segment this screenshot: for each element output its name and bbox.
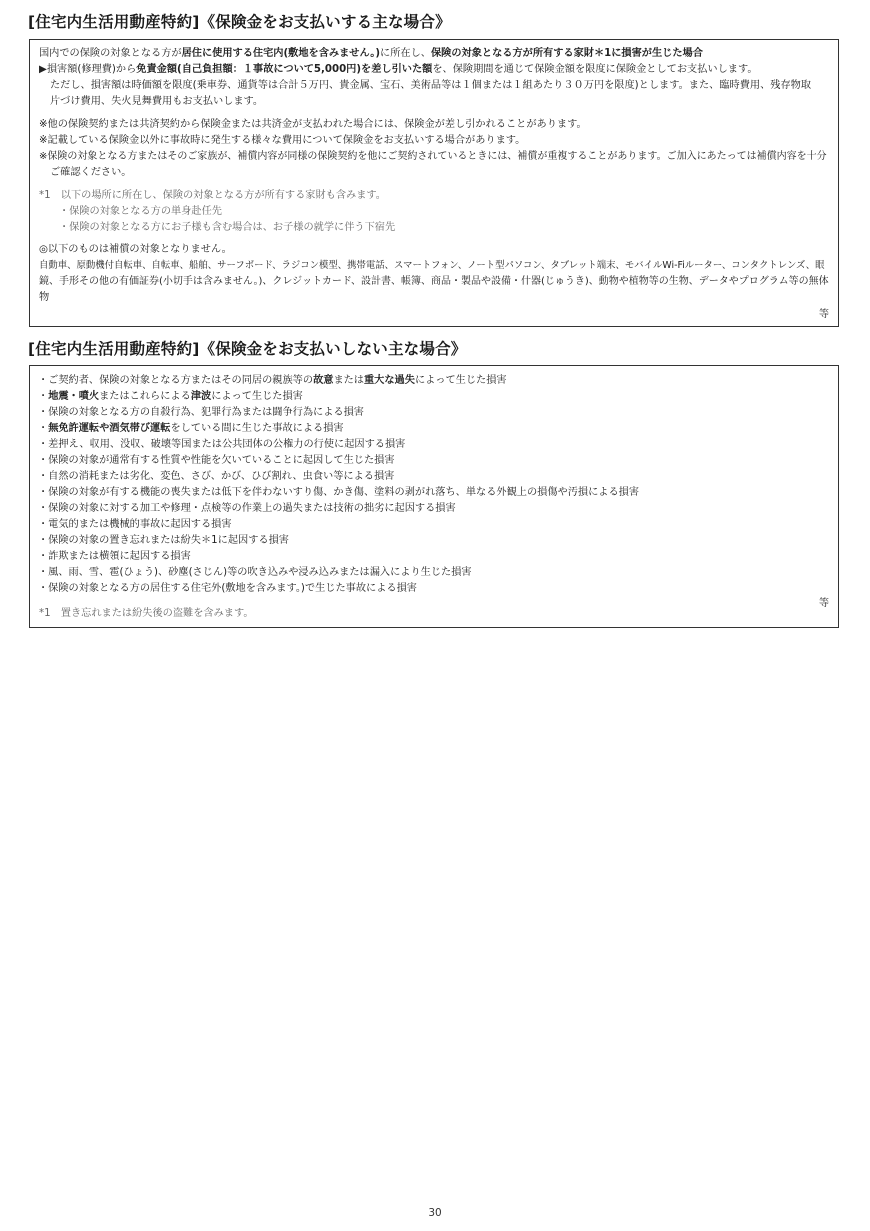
not-covered-item: ・差押え、収用、没収、破壊等国または公共団体の公権力の行使に起因する損害 (38, 439, 406, 450)
not-covered-section-title: [住宅内生活用動産特約]《保険金をお支払いしない主な場合》 (28, 340, 467, 358)
not-covered-item: ・保険の対象となる方の自殺行為、犯罪行為または闘争行為による損害 (38, 407, 364, 418)
covered-box (29, 39, 839, 327)
not-covered-item: ・地震・噴火またはこれらによる津波によって生じた損害 (38, 391, 303, 402)
covered-note-3-line1: ※保険の対象となる方またはそのご家族が、補償内容が同様の保険契約を他にご契約されているときには、補償が重複することがあります。ご加入にあたっては補償内容を十分 (39, 151, 827, 162)
excluded-items-line3: 物 (39, 292, 50, 303)
covered-etc-label: 等 (818, 309, 829, 320)
not-covered-item: ・電気的または機械的事故に起因する損害 (38, 519, 232, 530)
not-covered-item: ・ご契約者、保険の対象となる方またはその同居の親族等の故意または重大な過失によって生じた損害 (38, 375, 507, 386)
covered-footnote-head: *1 以下の場所に所在し、保険の対象となる方が所有する家財も含みます。 (39, 190, 386, 201)
covered-footnote-item-2: ・保険の対象となる方にお子様も含む場合は、お子様の就学に伴う下宿先 (59, 222, 396, 233)
covered-main-condition: 国内での保険の対象となる方が居住に使用する住宅内(敷地を含みません。)に所在し、保険の対象となる方が所有する家財＊1に損害が生じた場合 (39, 48, 703, 59)
not-covered-item: ・保険の対象の置き忘れまたは紛失＊1に起因する損害 (38, 535, 289, 546)
covered-note-1: ※他の保険契約または共済契約から保険金または共済金が支払われた場合には、保険金が差し引かれることがあります。 (39, 119, 587, 130)
excluded-items-line2: 鏡、手形その他の有価証券(小切手は含みません。)、クレジットカード、設計書、帳簿、商品・製品や設備・什器(じゅうき)、動物や植物等の生物、データやプログラム等の無体 (39, 276, 829, 287)
covered-section-title: [住宅内生活用動産特約]《保険金をお支払いする主な場合》 (28, 13, 451, 31)
not-covered-item: ・自然の消耗または劣化、変色、さび、かび、ひび割れ、虫食い等による損害 (38, 471, 395, 482)
not-covered-item: ・保険の対象が通常有する性質や性能を欠いていることに起因して生じた損害 (38, 455, 395, 466)
covered-note-2: ※記載している保険金以外に事故時に発生する様々な費用について保険金をお支払いする場合があります。 (39, 135, 526, 146)
not-covered-item: ・詐欺または横領に起因する損害 (38, 551, 191, 562)
not-covered-etc-label: 等 (818, 598, 829, 609)
not-covered-item: ・風、雨、雪、雹(ひょう)、砂塵(さじん)等の吹き込みや浸み込みまたは漏入により生じた損害 (38, 567, 472, 578)
excluded-items-heading: ◎以下のものは補償の対象となりません。 (39, 244, 232, 255)
not-covered-box (29, 365, 839, 628)
not-covered-item: ・無免許運転や酒気帯び運転をしている間に生じた事故による損害 (38, 423, 344, 434)
page-number: 30 (428, 1207, 442, 1219)
covered-limit-line2: 片づけ費用、失火見舞費用もお支払いします。 (50, 96, 264, 107)
covered-payment-rule: ▶損害額(修理費)から免責金額(自己負担額：１事故について5,000円)を差し引いた額を、保険期間を通じて保険金額を限度に保険金としてお支払いします。 (39, 64, 758, 75)
not-covered-item: ・保険の対象となる方の居住する住宅外(敷地を含みます。)で生じた事故による損害 (38, 583, 417, 594)
not-covered-footnote: *1 置き忘れまたは紛失後の盗難を含みます。 (39, 608, 254, 619)
covered-note-3-line2: ご確認ください。 (50, 167, 132, 178)
covered-footnote-item-1: ・保険の対象となる方の単身赴任先 (59, 206, 222, 217)
covered-limit-line1: ただし、損害額は時価額を限度(乗車券、通貨等は合計５万円、貴金属、宝石、美術品等は１個または１組あたり３０万円を限度)とします。また、臨時費用、残存物取 (50, 80, 812, 91)
not-covered-item: ・保険の対象が有する機能の喪失または低下を伴わないすり傷、かき傷、塗料の剥がれ落ち、単なる外観上の損傷や汚損による損害 (38, 487, 640, 498)
not-covered-item: ・保険の対象に対する加工や修理・点検等の作業上の過失または技術の拙劣に起因する損害 (38, 503, 456, 514)
excluded-items-line1: 自動車、原動機付自転車、自転車、船舶、サーフボード、ラジコン模型、携帯電話、スマートフォン、ノート型パソコン、タブレット端末、モバイルWi-Fiルーター、コンタクトレンズ、眼 (39, 260, 825, 271)
